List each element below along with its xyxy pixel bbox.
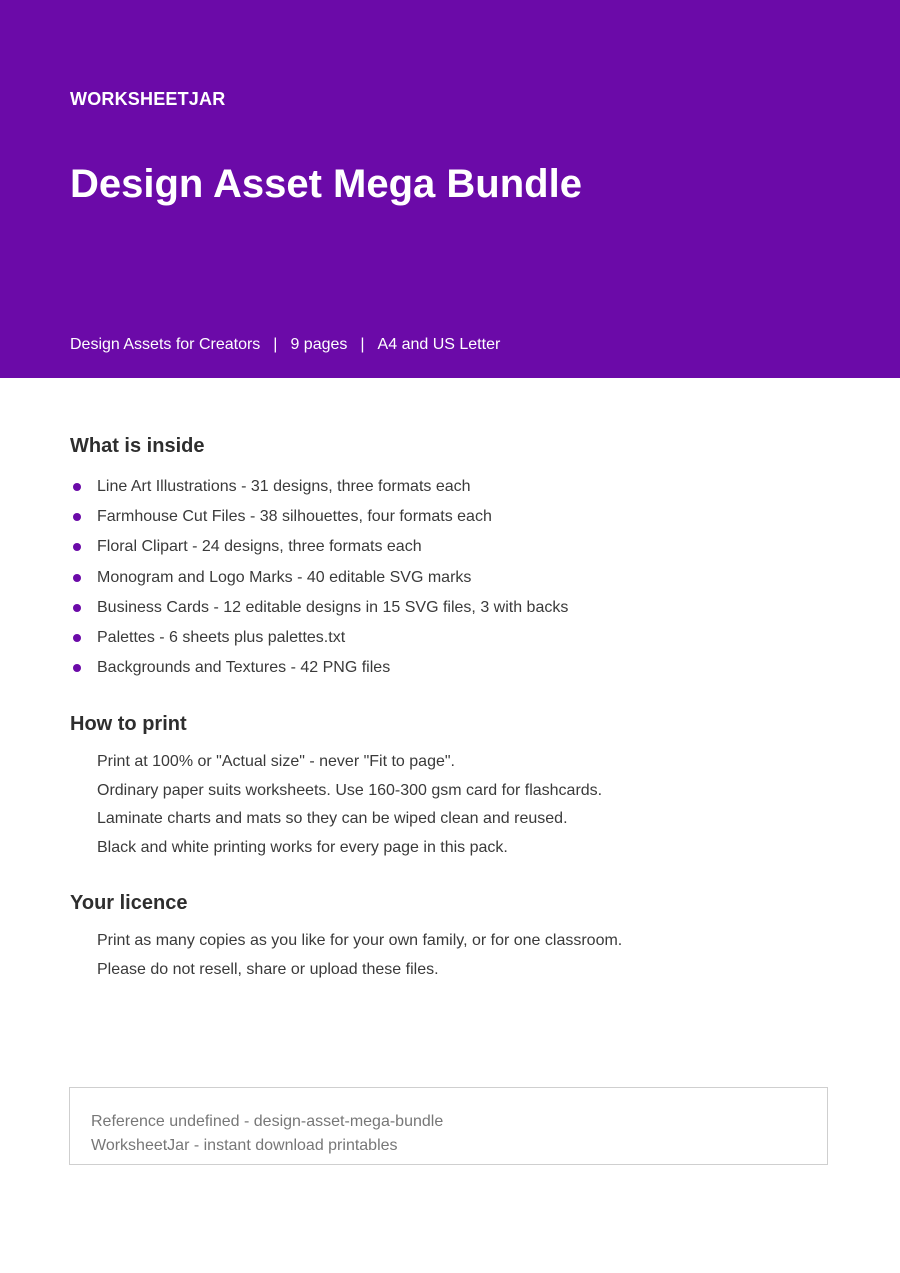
bullet-dot-icon — [73, 513, 81, 521]
inside-list — [70, 476, 568, 687]
bullet-dot-icon — [73, 604, 81, 612]
list-item-text: Business Cards - 12 editable designs in 15 SVG files, 3 with backs — [97, 598, 569, 616]
list-item-text: Palettes - 6 sheets plus palettes.txt — [97, 628, 346, 646]
meta-separator: | — [360, 336, 365, 353]
instruction-line: Ordinary paper suits worksheets. Use 160-300 gsm card for flashcards. — [97, 781, 603, 799]
list-item-text: Backgrounds and Textures - 42 PNG files — [97, 659, 391, 677]
print-instructions — [97, 751, 602, 866]
list-item-text: Farmhouse Cut Files - 38 silhouettes, four formats each — [97, 508, 492, 526]
bullet-dot-icon — [73, 543, 81, 551]
instruction-line: Black and white printing works for every page in this pack. — [97, 839, 508, 857]
list-item-text: Floral Clipart - 24 designs, three formats each — [97, 538, 422, 556]
list-item-text: Line Art Illustrations - 31 designs, three formats each — [97, 478, 471, 495]
list-item-text: Monogram and Logo Marks - 40 editable SVG marks — [97, 568, 472, 586]
list-item — [70, 536, 568, 566]
meta-page-count: 9 pages — [290, 336, 348, 353]
meta-separator: | — [273, 336, 278, 353]
list-item — [70, 597, 568, 627]
brand-name: WORKSHEETJAR — [70, 89, 226, 109]
licence-line: Please do not resell, share or upload these files. — [97, 960, 439, 978]
meta-paper-sizes: A4 and US Letter — [377, 336, 501, 353]
bullet-dot-icon — [73, 574, 81, 582]
list-item — [70, 627, 568, 657]
footer-tagline: WorksheetJar - instant download printables — [91, 1137, 398, 1154]
list-item — [70, 657, 568, 687]
list-item — [70, 476, 568, 506]
licence-terms — [97, 930, 622, 987]
product-meta — [70, 335, 500, 355]
meta-category: Design Assets for Creators — [70, 336, 261, 353]
list-item — [70, 567, 568, 597]
list-item — [70, 506, 568, 536]
section-heading-inside: What is inside — [70, 435, 205, 457]
footer-reference-box — [69, 1087, 828, 1165]
footer-reference: Reference undefined - design-asset-mega-bundle — [91, 1113, 444, 1130]
bullet-dot-icon — [73, 634, 81, 642]
instruction-line: Print at 100% or "Actual size" - never "Fit to page". — [97, 753, 455, 770]
licence-line: Print as many copies as you like for your own family, or for one classroom. — [97, 932, 623, 949]
instruction-line: Laminate charts and mats so they can be wiped clean and reused. — [97, 810, 568, 828]
bullet-dot-icon — [73, 664, 81, 672]
page-title: Design Asset Mega Bundle — [70, 162, 582, 206]
section-heading-licence: Your licence — [70, 892, 188, 914]
bullet-dot-icon — [73, 483, 81, 491]
hero-banner — [0, 0, 900, 378]
section-heading-print: How to print — [70, 713, 187, 735]
